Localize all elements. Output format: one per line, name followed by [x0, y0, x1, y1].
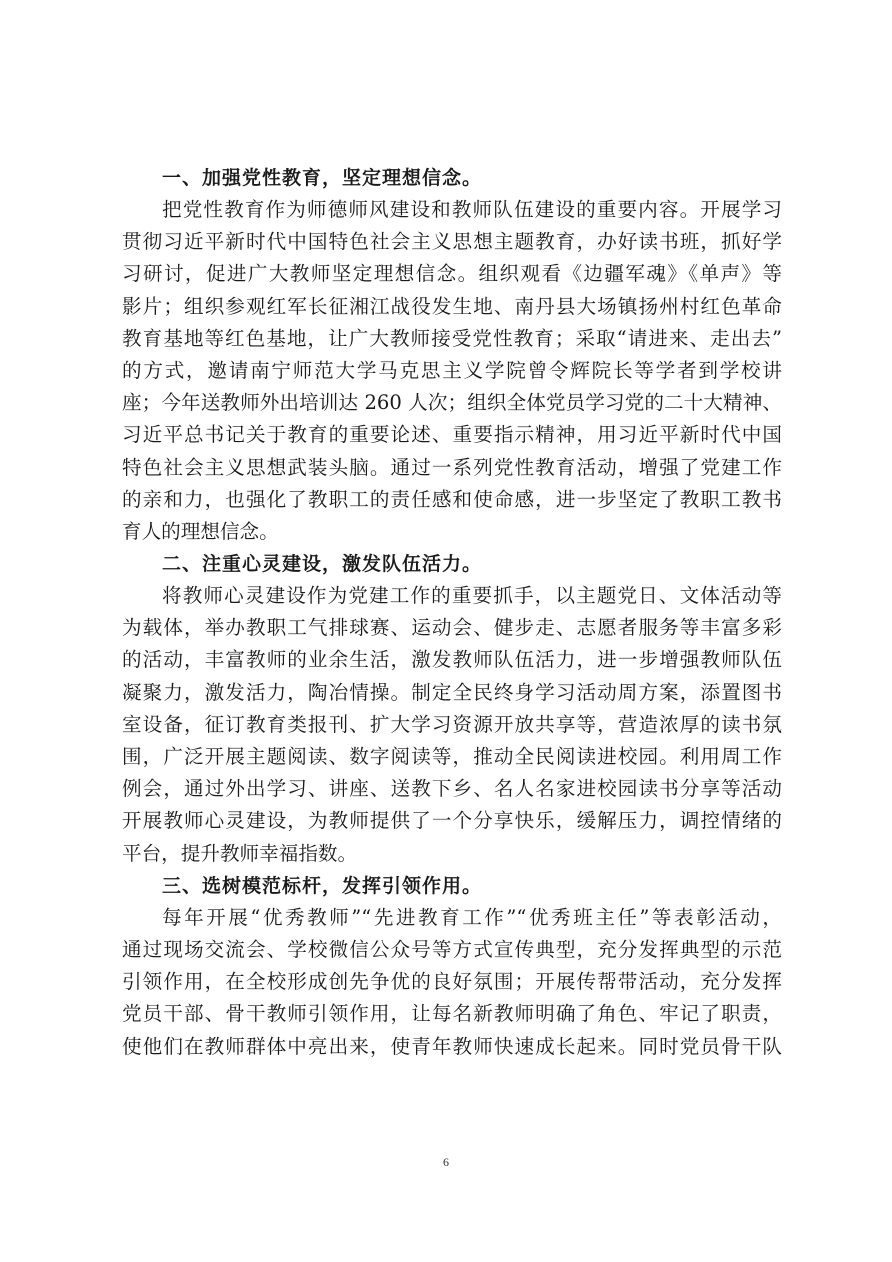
paragraph-line: 习近平总书记关于教育的重要论述、重要指示精神，用习近平新时代中国	[122, 423, 782, 447]
paragraph-line: 将教师心灵建设作为党建工作的重要抓手，以主题党日、文体活动等	[162, 584, 782, 608]
section-heading-2: 二、注重心灵建设，激发队伍活力。	[162, 553, 483, 576]
paragraph-line: 通过现场交流会、学校微信公众号等方式宣传典型，充分发挥典型的示范	[122, 937, 782, 961]
paragraph-line: 室设备，征订教育类报刊、扩大学习资源开放共享等，营造浓厚的读书氛	[122, 712, 782, 736]
paragraph-line: 贯彻习近平新时代中国特色社会主义思想主题教育，办好读书班，抓好学	[122, 230, 782, 254]
paragraph-line: 座；今年送教师外出培训达 260 人次；组织全体党员学习党的二十大精神、	[122, 391, 782, 415]
paragraph-line: 开展教师心灵建设，为教师提供了一个分享快乐，缓解压力，调控情绪的	[122, 809, 782, 833]
paragraph-line: 特色社会主义思想武装头脑。通过一系列党性教育活动，增强了党建工作	[122, 455, 782, 479]
paragraph-line: 例会，通过外出学习、讲座、送教下乡、名人名家进校园读书分享等活动	[122, 777, 782, 801]
paragraph-line: 引领作用，在全校形成创先争优的良好氛围；开展传帮带活动，充分发挥	[122, 970, 782, 994]
paragraph-line: 的活动，丰富教师的业余生活，激发教师队伍活力，进一步增强教师队伍	[122, 648, 782, 672]
paragraph-line: 为载体，举办教职工气排球赛、运动会、健步走、志愿者服务等丰富多彩	[122, 616, 782, 640]
paragraph-line: 把党性教育作为师德师风建设和教师队伍建设的重要内容。开展学习	[162, 198, 782, 221]
section-paragraph-1	[122, 194, 782, 548]
page-number: 6	[443, 1155, 449, 1169]
paragraph-line: 教育基地等红色基地，让广大教师接受党性教育；采取“请进来、走出去”	[122, 326, 782, 350]
paragraph-line: 育人的理想信念。	[122, 519, 279, 543]
paragraph-line: 影片；组织参观红军长征湘江战役发生地、南丹县大场镇扬州村红色革命	[122, 294, 782, 318]
paragraph-line: 的亲和力，也强化了教职工的责任感和使命感，进一步坚定了教职工教书	[122, 487, 782, 511]
document-body	[122, 162, 782, 1063]
paragraph-line: 党员干部、骨干教师引领作用，让每名新教师明确了角色、牢记了职责，	[122, 1002, 782, 1026]
paragraph-line: 每年开展“优秀教师”“先进教育工作”“优秀班主任”等表彰活动，	[162, 905, 782, 929]
section-heading-1: 一、加强党性教育，坚定理想信念。	[162, 167, 483, 189]
paragraph-line: 凝聚力，激发活力，陶冶情操。制定全民终身学习活动周方案，添置图书	[122, 680, 782, 704]
section-heading-3: 三、选树模范标杆，发挥引领作用。	[162, 874, 483, 897]
paragraph-line: 平台，提升教师幸福指数。	[122, 841, 358, 865]
paragraph-line: 习研讨，促进广大教师坚定理想信念。组织观看《边疆军魂》《单声》等	[122, 262, 782, 286]
paragraph-line: 使他们在教师群体中亮出来，使青年教师快速成长起来。同时党员骨干队	[122, 1034, 782, 1058]
section-paragraph-3	[122, 902, 782, 1063]
paragraph-line: 的方式，邀请南宁师范大学马克思主义学院曾令辉院长等学者到学校讲	[122, 358, 782, 382]
section-paragraph-2	[122, 580, 782, 870]
paragraph-line: 围，广泛开展主题阅读、数字阅读等，推动全民阅读进校园。利用周工作	[122, 745, 782, 768]
